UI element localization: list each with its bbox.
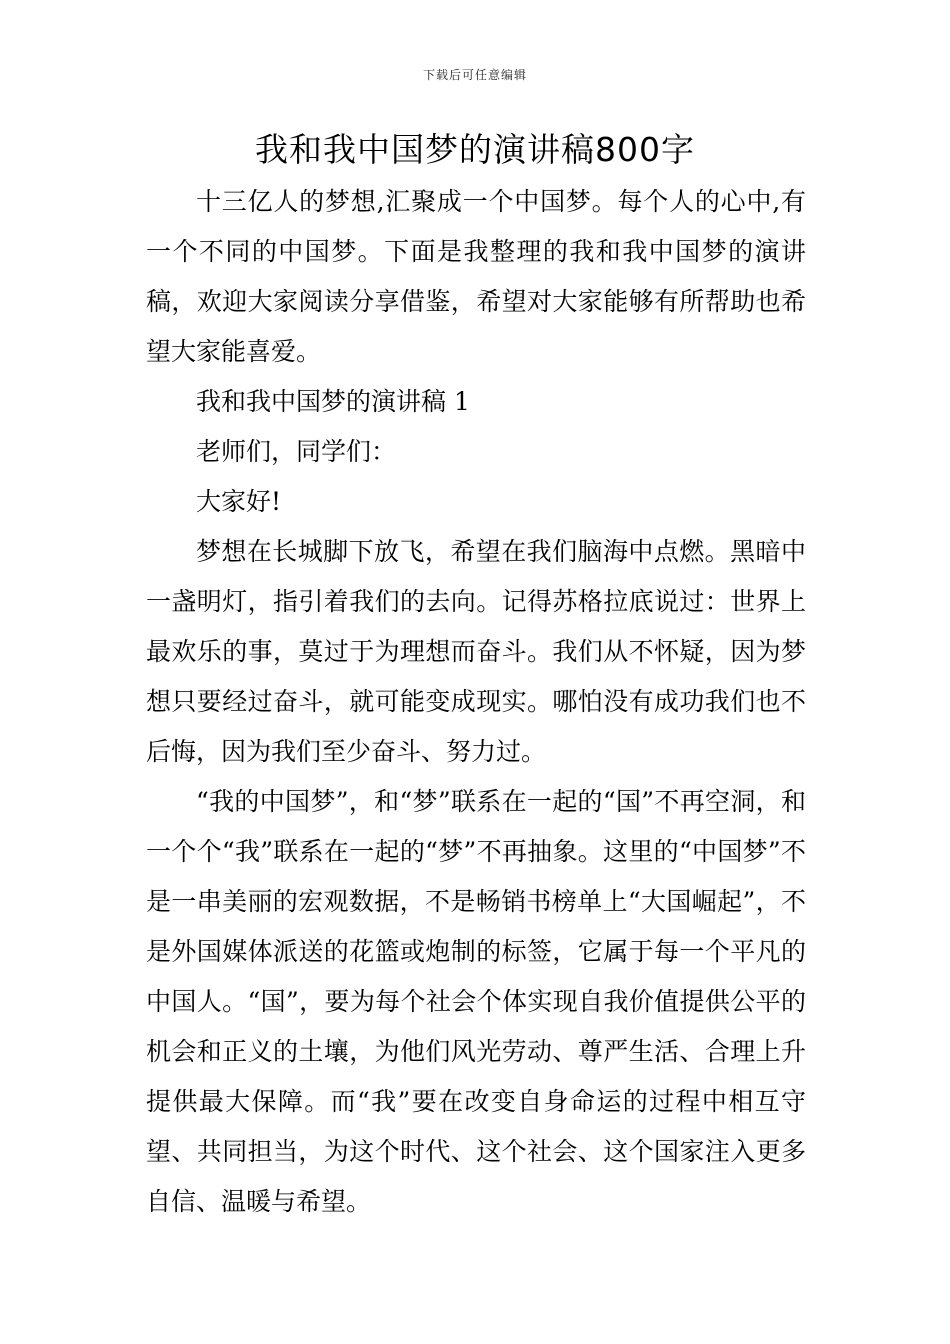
greeting: 大家好!	[196, 487, 282, 516]
body-paragraph: 梦想在长城脚下放飞，希望在我们脑海中点燃。黑暗中一盏明灯，指引着我们的去向。记得苏格拉底说过：世界上最欢乐的事，莫过于为理想而奋斗。我们从不怀疑，因为梦想只要经过奋斗，就可能变成现实。哪怕没有成功我们也不后悔，因为我们至少奋斗、努力过。	[146, 537, 806, 766]
document-body	[146, 177, 806, 1227]
body-paragraph: “我的中国梦”，和“梦”联系在一起的“国”不再空洞，和一个个“我”联系在一起的“梦”不再抽象。这里的“中国梦”不是一串美丽的宏观数据，不是畅销书榜单上“大国崛起”，不是外国媒体派送的花篮或炮制的标签，它属于每一个平凡的中国人。“国”，要为每个社会个体实现自我价值提供公平的机会和正义的土壤，为他们风光劳动、尊严生活、合理上升提供最大保障。而“我”要在改变自身命运的过程中相互守望、共同担当，为这个时代、这个社会、这个国家注入更多自信、温暖与希望。	[146, 787, 806, 1216]
header-note: 下载后可任意编辑	[422, 68, 527, 82]
speech-heading: 我和我中国梦的演讲稿 1	[196, 387, 470, 416]
document-title: 我和我中国梦的演讲稿800字	[255, 130, 695, 169]
salutation: 老师们，同学们：	[196, 437, 397, 466]
intro-paragraph: 十三亿人的梦想,汇聚成一个中国梦。每个人的心中,有一个不同的中国梦。下面是我整理的我和我中国梦的演讲稿，欢迎大家阅读分享借鉴，希望对大家能够有所帮助也希望大家能喜爱。	[146, 187, 806, 366]
